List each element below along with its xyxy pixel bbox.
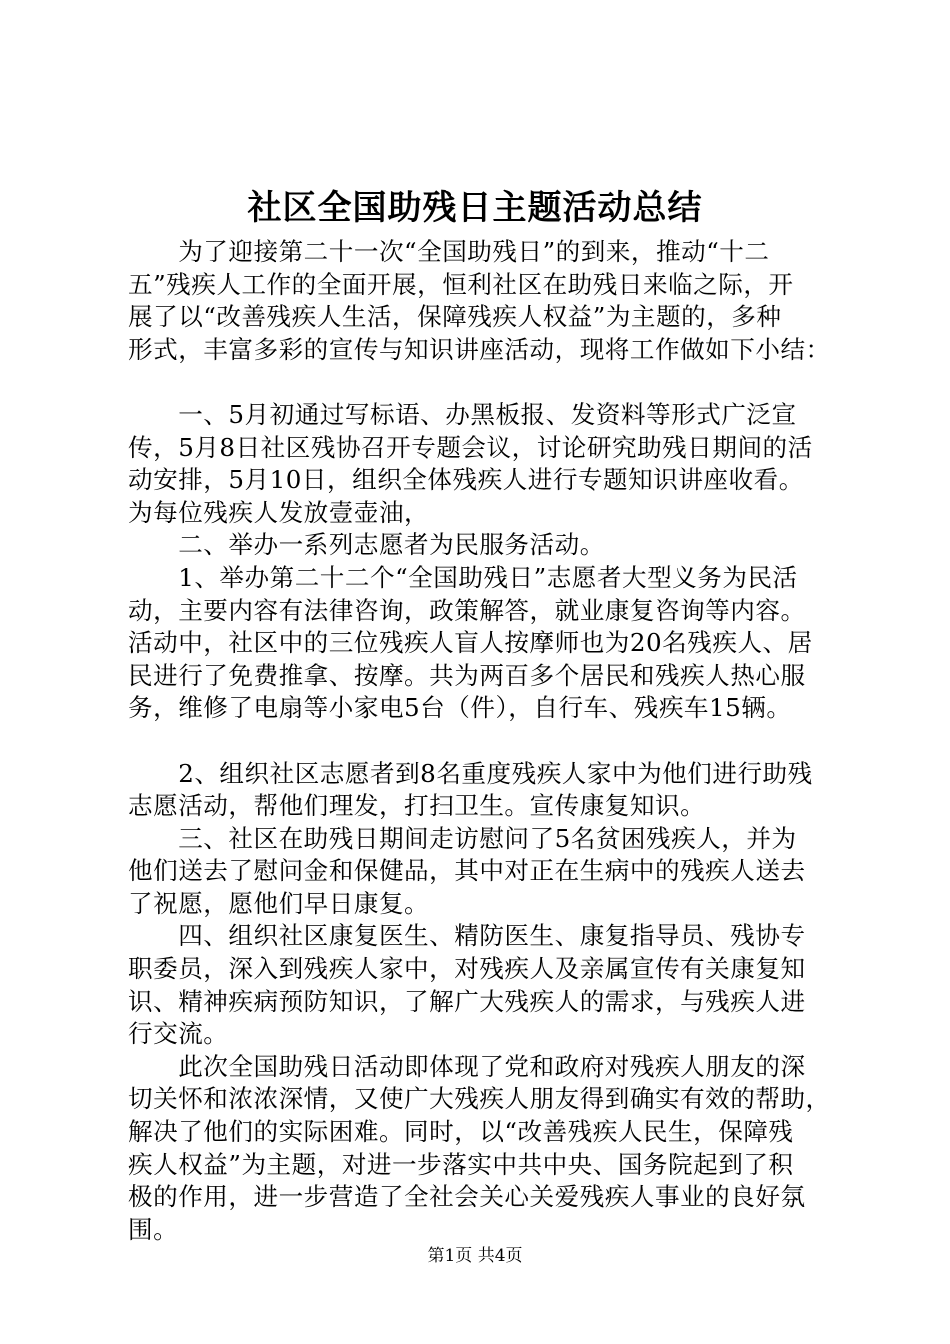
text-line: 为了迎接第二十一次“全国助残日”的到来，推动“十二 bbox=[128, 237, 770, 266]
text-line: 志愿活动，帮他们理发，打扫卫生。宣传康复知识。 bbox=[128, 791, 706, 821]
text-line: 1、举办第二十二个“全国助残日”志愿者大型义务为民活 bbox=[128, 562, 798, 592]
text-line: 动安排，5月10日，组织全体残疾人进行专题知识讲座收看。 bbox=[128, 465, 804, 495]
page-footer: 第1页 共4页 bbox=[427, 1246, 523, 1266]
text-line: 极的作用，进一步营造了全社会关心关爱残疾人事业的良好氛 bbox=[128, 1182, 806, 1212]
text-line: 解决了他们的实际困难。同时，以“改善残疾人民生，保障残 bbox=[128, 1117, 794, 1147]
text-line: 形式，丰富多彩的宣传与知识讲座活动，现将工作做如下小结： bbox=[128, 334, 831, 364]
blank-line bbox=[128, 725, 828, 758]
text-line: 动，主要内容有法律咨询，政策解答，就业康复咨询等内容。 bbox=[128, 595, 806, 625]
text-line: 切关怀和浓浓深情，又使广大残疾人朋友得到确实有效的帮助， bbox=[128, 1084, 831, 1114]
text-line: 民进行了免费推拿、按摩。共为两百多个居民和残疾人热心服 bbox=[128, 660, 806, 690]
text-line: 三、社区在助残日期间走访慰问了5名贫困残疾人，并为 bbox=[128, 823, 797, 853]
document-body bbox=[128, 236, 831, 1246]
text-line: 了祝愿，愿他们早日康复。 bbox=[128, 888, 430, 918]
text-line: 展了以“改善残疾人生活，保障残疾人权益”为主题的，多种 bbox=[128, 302, 782, 332]
text-line: 四、组织社区康复医生、精防医生、康复指导员、残协专 bbox=[128, 921, 806, 951]
text-line: 二、举办一系列志愿者为民服务活动。 bbox=[128, 530, 605, 560]
text-line: 此次全国助残日活动即体现了党和政府对残疾人朋友的深 bbox=[128, 1051, 806, 1081]
text-line: 活动中，社区中的三位残疾人盲人按摩师也为20名残疾人、居 bbox=[128, 628, 813, 658]
text-line: 一、5月初通过写标语、办黑板报、发资料等形式广泛宣 bbox=[128, 399, 797, 429]
document-title: 社区全国助残日主题活动总结 bbox=[247, 188, 703, 228]
text-line: 为每位残疾人发放壹壶油， bbox=[128, 497, 430, 527]
text-line: 2、组织社区志愿者到8名重度残疾人家中为他们进行助残 bbox=[128, 758, 813, 788]
text-line: 他们送去了慰问金和保健品，其中对正在生病中的残疾人送去 bbox=[128, 856, 806, 886]
text-line: 五”残疾人工作的全面开展，恒利社区在助残日来临之际，开 bbox=[128, 269, 794, 299]
text-line: 疾人权益”为主题，对进一步落实中共中央、国务院起到了积 bbox=[128, 1149, 794, 1179]
text-line: 务，维修了电扇等小家电5台（件），自行车、残疾车15辆。 bbox=[128, 693, 792, 723]
text-line: 行交流。 bbox=[128, 1019, 229, 1049]
text-line: 识、精神疾病预防知识，了解广大残疾人的需求，与残疾人进 bbox=[128, 986, 806, 1016]
text-line: 职委员，深入到残疾人家中，对残疾人及亲属宣传有关康复知 bbox=[128, 954, 806, 984]
blank-line bbox=[128, 366, 828, 399]
text-line: 围。 bbox=[128, 1214, 179, 1244]
text-line: 传，5月8日社区残协召开专题会议，讨论研究助残日期间的活 bbox=[128, 432, 813, 462]
